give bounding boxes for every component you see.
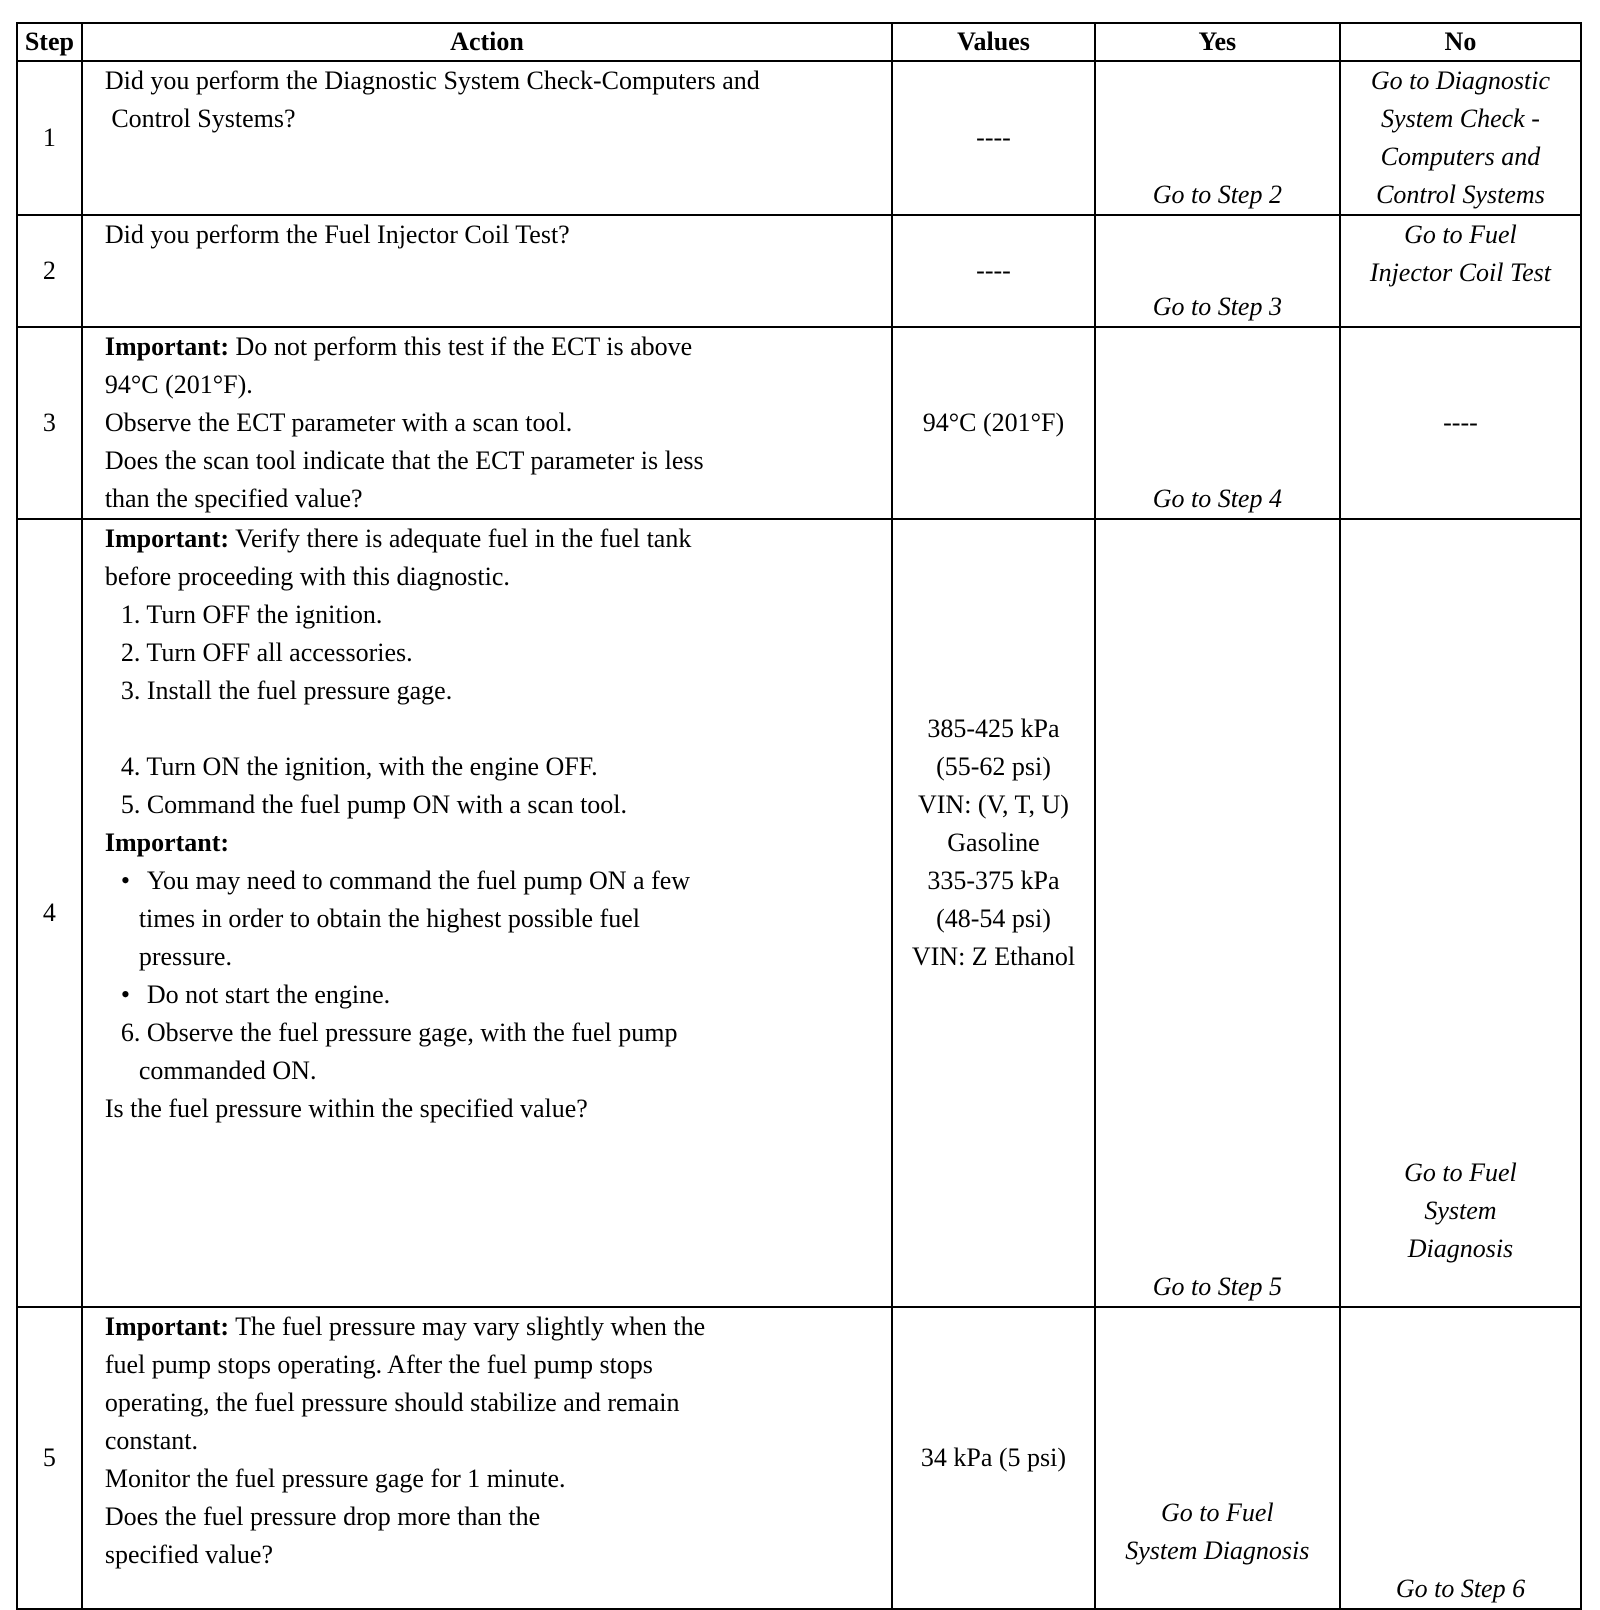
values-cell: 94°C (201°F) [892, 327, 1095, 519]
action-line: before proceeding with this diagnostic. [104, 562, 510, 591]
action-line: fuel pump stops operating. After the fuel pump stops [104, 1350, 653, 1379]
action-cell [82, 327, 892, 519]
action-cell [82, 1307, 892, 1609]
value-line: VIN: Z Ethanol [911, 942, 1076, 971]
no-cell [1340, 519, 1581, 1307]
yes-cell: Go to Step 5 [1095, 519, 1340, 1307]
bullet-item [105, 862, 883, 900]
no-line: Go to Diagnostic [1370, 66, 1550, 95]
header-action: Action [82, 23, 892, 61]
yes-cell: Go to Step 4 [1095, 327, 1340, 519]
header-values: Values [892, 23, 1095, 61]
bullet-icon: • [120, 866, 130, 895]
diagnostic-table [16, 22, 1582, 1610]
action-line: operating, the fuel pressure should stabilize and remain [104, 1388, 680, 1417]
step-number: 3 [17, 327, 82, 519]
yes-cell [1095, 1307, 1340, 1609]
values-cell: 34 kPa (5 psi) [892, 1307, 1095, 1609]
yes-cell: Go to Step 3 [1095, 215, 1340, 327]
action-line [105, 1308, 883, 1346]
table-row [17, 519, 1581, 1307]
bullet-icon: • [120, 980, 130, 1009]
important-label: Important: [104, 524, 230, 553]
important-label: Important: [104, 1312, 230, 1341]
value-line: Gasoline [947, 828, 1040, 857]
step-number: 4 [17, 519, 82, 1307]
action-step: 1. Turn OFF the ignition. [120, 600, 383, 629]
header-row [17, 23, 1581, 61]
action-line [105, 328, 883, 366]
no-line: System Check - [1381, 104, 1540, 133]
important-text: Verify there is adequate fuel in the fuel tank [229, 524, 692, 553]
yes-cell: Go to Step 2 [1095, 61, 1340, 215]
action-line [105, 520, 883, 558]
no-cell [1340, 215, 1581, 327]
step-number: 2 [17, 215, 82, 327]
important-label: Important: [104, 828, 230, 857]
action-step: 6. Observe the fuel pressure gage, with the fuel pump [120, 1018, 678, 1047]
action-line: Monitor the fuel pressure gage for 1 minute. [104, 1464, 566, 1493]
yes-line: Go to Fuel [1161, 1498, 1274, 1527]
action-step: 2. Turn OFF all accessories. [120, 638, 413, 667]
table-row [17, 1307, 1581, 1609]
action-line: Control Systems? [104, 104, 296, 133]
action-cell [82, 519, 892, 1307]
no-cell: ---- [1340, 327, 1581, 519]
spacer [105, 710, 883, 748]
bullet-item [105, 976, 883, 1014]
action-line: specified value? [104, 1540, 274, 1569]
value-line: (48-54 psi) [936, 904, 1051, 933]
header-yes: Yes [1095, 23, 1340, 61]
values-cell: ---- [892, 215, 1095, 327]
no-line: Go to Fuel [1404, 220, 1517, 249]
action-line: 94°C (201°F). [104, 370, 253, 399]
header-step: Step [17, 23, 82, 61]
no-line: Computers and [1380, 142, 1541, 171]
header-no: No [1340, 23, 1581, 61]
no-cell: Go to Step 6 [1340, 1307, 1581, 1609]
step-number: 5 [17, 1307, 82, 1609]
no-line: Diagnosis [1407, 1234, 1514, 1263]
action-step: 5. Command the fuel pump ON with a scan tool. [120, 790, 628, 819]
action-step-cont: commanded ON. [138, 1056, 317, 1085]
table-row [17, 327, 1581, 519]
action-line: Does the scan tool indicate that the ECT parameter is less [104, 446, 704, 475]
no-line: Injector Coil Test [1369, 258, 1551, 287]
action-line: Did you perform the Fuel Injector Coil Test? [104, 220, 570, 249]
no-line: Control Systems [1376, 180, 1545, 209]
action-line: constant. [104, 1426, 198, 1455]
action-line: Observe the ECT parameter with a scan tool. [104, 408, 573, 437]
important-text: Do not perform this test if the ECT is above [229, 332, 693, 361]
value-line: (55-62 psi) [936, 752, 1051, 781]
no-line: System [1424, 1196, 1497, 1225]
bullet-text-cont: times in order to obtain the highest possible fuel [138, 904, 640, 933]
action-line: Is the fuel pressure within the specified value? [104, 1094, 588, 1123]
bullet-text-cont: pressure. [138, 942, 232, 971]
action-line: Did you perform the Diagnostic System Check-Computers and [104, 66, 760, 95]
table-row [17, 61, 1581, 215]
bullet-text: You may need to command the fuel pump ON a few [146, 866, 691, 895]
value-line: 385-425 kPa [927, 714, 1060, 743]
important-text: The fuel pressure may vary slightly when the [229, 1312, 706, 1341]
action-cell [82, 215, 892, 327]
values-cell: ---- [892, 61, 1095, 215]
values-cell [892, 519, 1095, 1307]
action-line: Does the fuel pressure drop more than the [104, 1502, 541, 1531]
action-cell [82, 61, 892, 215]
action-step: 4. Turn ON the ignition, with the engine OFF. [120, 752, 598, 781]
table-row [17, 215, 1581, 327]
bullet-text: Do not start the engine. [146, 980, 391, 1009]
value-line: VIN: (V, T, U) [918, 790, 1069, 819]
action-step: 3. Install the fuel pressure gage. [120, 676, 453, 705]
important-label: Important: [104, 332, 230, 361]
diagnostic-document [16, 22, 1582, 1603]
no-line: Go to Fuel [1404, 1158, 1517, 1187]
value-line: 335-375 kPa [927, 866, 1060, 895]
no-cell [1340, 61, 1581, 215]
step-number: 1 [17, 61, 82, 215]
yes-line: System Diagnosis [1125, 1536, 1310, 1565]
action-line: than the specified value? [104, 484, 363, 513]
